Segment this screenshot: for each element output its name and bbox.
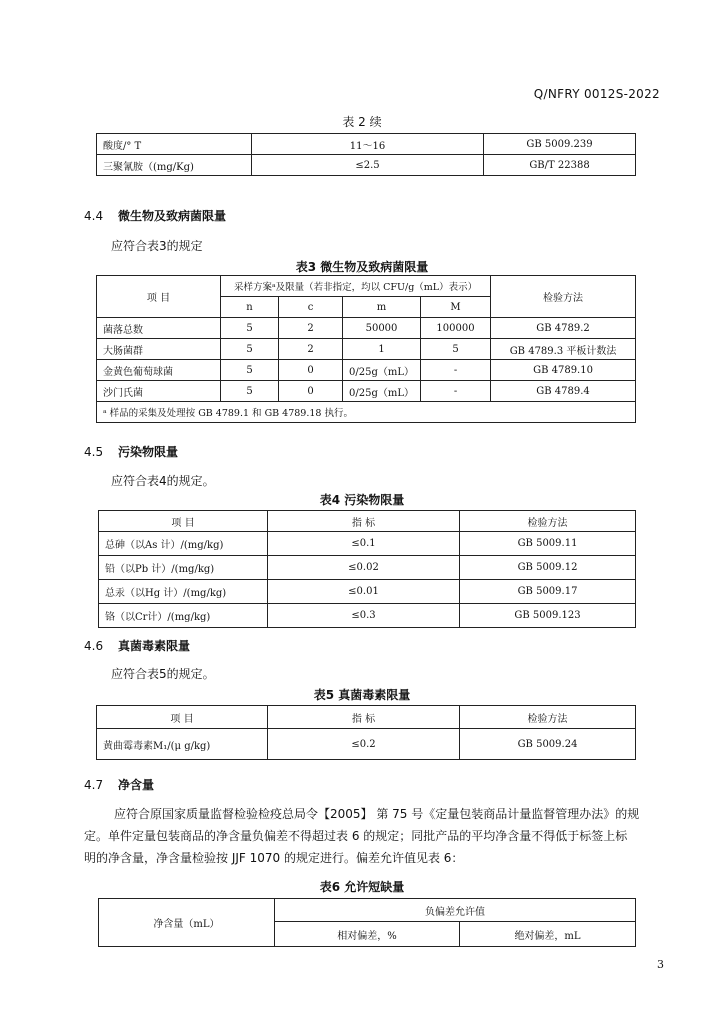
section-4-7-heading — [84, 776, 154, 793]
table-cell: 总汞（以Hg 计）/(mg/kg) — [99, 580, 268, 604]
table-cell: 铅（以Pb 计）/(mg/kg) — [99, 556, 268, 580]
table-row — [97, 360, 636, 381]
table-cell: 50000 — [343, 318, 421, 339]
table-cell: 5 — [221, 381, 279, 402]
table-cell: GB 5009.12 — [460, 556, 636, 580]
table-cell: GB/T 22388 — [484, 155, 636, 176]
table-row — [97, 729, 636, 760]
section-number: 4.6 — [84, 639, 104, 653]
table-header-row — [97, 706, 636, 729]
table6 — [98, 898, 636, 947]
header-item: 项 目 — [99, 511, 268, 532]
header-method: 检验方法 — [491, 276, 636, 318]
table-cell: 沙门氏菌 — [97, 381, 221, 402]
table-row — [97, 318, 636, 339]
paragraph-line: 明的净含量，净含量检验按 JJF 1070 的规定进行。偏差允许值见表 6： — [84, 851, 464, 865]
page-number: 3 — [657, 958, 664, 971]
table-cell: 11～16 — [252, 134, 484, 155]
header-m-upper: M — [421, 297, 491, 318]
section-number: 4.5 — [84, 445, 104, 459]
table-row — [97, 339, 636, 360]
section-4-4-text: 应符合表3的规定 — [111, 239, 203, 253]
header-item: 项 目 — [97, 706, 268, 729]
header-item: 项 目 — [97, 276, 221, 318]
table-cell: GB 4789.10 — [491, 360, 636, 381]
table-cell: 2 — [279, 318, 343, 339]
section-number: 4.4 — [84, 209, 104, 223]
table-cell: ≤0.2 — [268, 729, 460, 760]
table-cell: 1 — [343, 339, 421, 360]
table-row — [97, 134, 636, 155]
table-row — [99, 556, 636, 580]
table-cell: 铬（以Cr计）/(mg/kg) — [99, 604, 268, 628]
table-cell: GB 5009.123 — [460, 604, 636, 628]
header-tolerance: 负偏差允许值 — [275, 899, 636, 922]
table-cell: - — [421, 381, 491, 402]
table-cell: GB 5009.11 — [460, 532, 636, 556]
table-cell: 菌落总数 — [97, 318, 221, 339]
section-number: 4.7 — [84, 778, 104, 792]
table-header-row — [99, 899, 636, 922]
table-cell: 5 — [221, 360, 279, 381]
table-cell: ≤0.02 — [268, 556, 460, 580]
section-4-6-heading — [84, 637, 190, 654]
header-absolute-deviation: 绝对偏差，mL — [460, 922, 636, 947]
section-title: 真菌毒素限量 — [118, 639, 191, 653]
table-cell: 金黄色葡萄球菌 — [97, 360, 221, 381]
header-n: n — [221, 297, 279, 318]
section-4-5-text: 应符合表4的规定。 — [111, 474, 215, 488]
header-net-content: 净含量（mL） — [99, 899, 275, 947]
table-cell: 总砷（以As 计）/(mg/kg) — [99, 532, 268, 556]
table-cell: 5 — [221, 318, 279, 339]
table-cell: ≤0.1 — [268, 532, 460, 556]
table-cell: 三聚氰胺（(mg/Kg) — [97, 155, 252, 176]
paragraph-line: 应符合原国家质量监督检验检疫总局令【2005】 第 75 号《定量包装商品计量监督管理办法》的规 — [114, 807, 640, 821]
table-header-row — [97, 276, 636, 297]
table5-title: 表5 真菌毒素限量 — [313, 688, 411, 702]
header-c: c — [279, 297, 343, 318]
table-cell: 0/25g（mL） — [343, 360, 421, 381]
table-cell: ≤2.5 — [252, 155, 484, 176]
table-cell: 大肠菌群 — [97, 339, 221, 360]
header-method: 检验方法 — [460, 706, 636, 729]
table2-title: 表 2 续 — [342, 115, 382, 129]
table-row — [99, 604, 636, 628]
section-4-6-text: 应符合表5的规定。 — [111, 667, 215, 681]
header-sampling-plan: 采样方案ᵃ及限量（若非指定，均以 CFU/g（mL）表示） — [221, 276, 491, 297]
table-row — [99, 532, 636, 556]
table-row — [99, 580, 636, 604]
table-cell: 0 — [279, 381, 343, 402]
table-cell: GB 4789.4 — [491, 381, 636, 402]
table-cell: GB 5009.17 — [460, 580, 636, 604]
paragraph-line: 定。单件定量包装商品的净含量负偏差不得超过表 6 的规定；同批产品的平均净含量不得低于标签上标 — [84, 829, 628, 843]
table-cell: 0 — [279, 360, 343, 381]
table-cell: - — [421, 360, 491, 381]
table-row — [97, 381, 636, 402]
table-cell: GB 5009.24 — [460, 729, 636, 760]
table-cell: GB 4789.2 — [491, 318, 636, 339]
header-m-lower: m — [343, 297, 421, 318]
table-cell: GB 5009.239 — [484, 134, 636, 155]
table4-title: 表4 污染物限量 — [319, 493, 405, 507]
section-4-4-heading — [84, 207, 226, 224]
header-indicator: 指 标 — [268, 511, 460, 532]
table-footnote-row — [97, 402, 636, 423]
table-cell: GB 4789.3 平板计数法 — [491, 339, 636, 360]
table3 — [96, 275, 636, 423]
table-cell: 黄曲霉毒素M₁/(μ g/kg) — [97, 729, 268, 760]
table3-footnote: ᵃ 样品的采集及处理按 GB 4789.1 和 GB 4789.18 执行。 — [97, 402, 636, 423]
section-title: 净含量 — [118, 778, 155, 792]
section-title: 污染物限量 — [118, 445, 179, 459]
table-cell: 5 — [421, 339, 491, 360]
table3-title: 表3 微生物及致病菌限量 — [295, 260, 429, 274]
section-4-5-heading — [84, 443, 178, 460]
table-cell: 酸度/° T — [97, 134, 252, 155]
header-method: 检验方法 — [460, 511, 636, 532]
table-cell: ≤0.3 — [268, 604, 460, 628]
table4 — [98, 510, 636, 628]
table-cell: 2 — [279, 339, 343, 360]
table2 — [96, 133, 636, 176]
table-header-row — [99, 511, 636, 532]
table-cell: ≤0.01 — [268, 580, 460, 604]
table5 — [96, 705, 636, 760]
table-cell: 5 — [221, 339, 279, 360]
table6-title: 表6 允许短缺量 — [319, 880, 405, 894]
header-indicator: 指 标 — [268, 706, 460, 729]
section-4-7-text — [84, 803, 644, 869]
table-cell: 0/25g（mL） — [343, 381, 421, 402]
table-cell: 100000 — [421, 318, 491, 339]
standard-code: Q/NFRY 0012S-2022 — [533, 87, 660, 101]
section-title: 微生物及致病菌限量 — [118, 209, 227, 223]
table-row — [97, 155, 636, 176]
header-relative-deviation: 相对偏差，% — [275, 922, 460, 947]
